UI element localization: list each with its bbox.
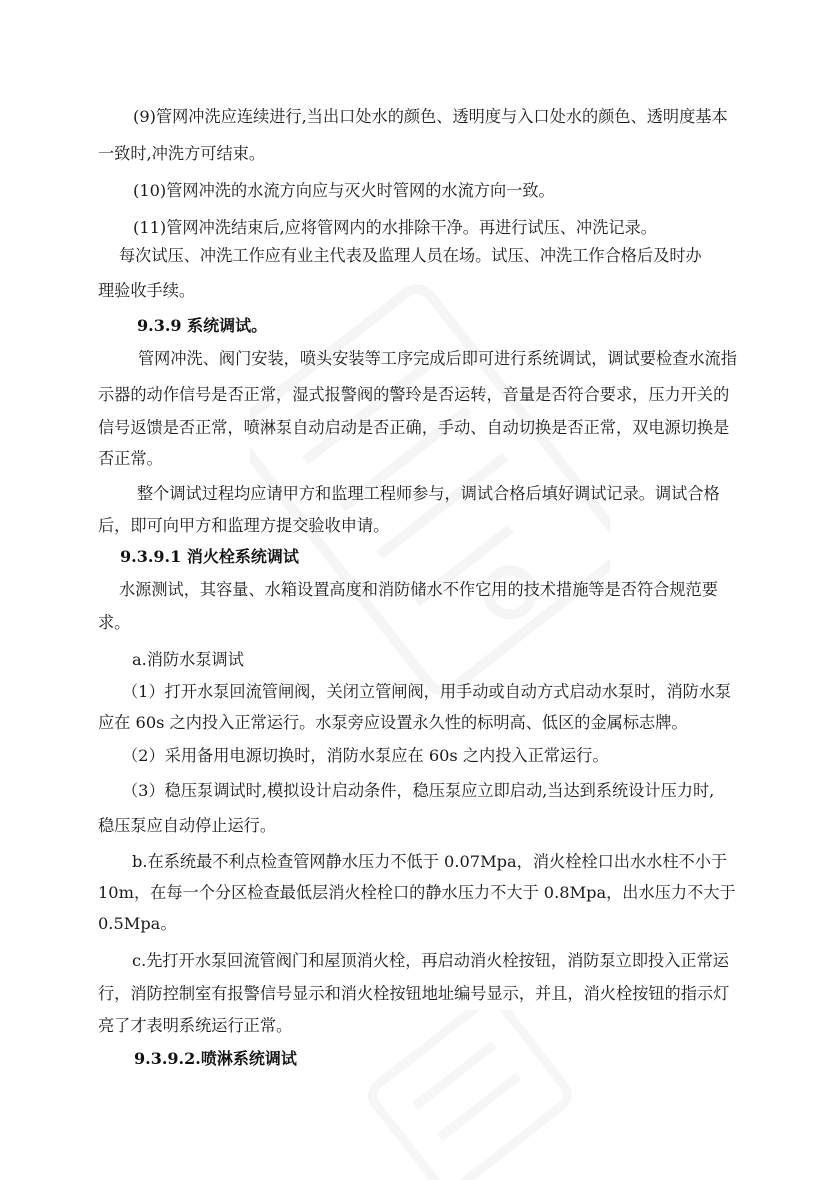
section-heading-9-3-9-2: 9.3.9.2.喷淋系统调试 xyxy=(134,1049,297,1068)
paragraph-system-debug-line4: 否正常。 xyxy=(98,449,163,468)
list-item-a-label: a.消防水泵调试 xyxy=(132,650,244,669)
list-item-b-line2: 10m，在每一个分区检查最低层消火栓栓口的静水压力不大于 0.8Mpa，出水压力不大于 xyxy=(98,883,736,902)
paragraph-item-9-line2: 一致时,冲洗方可结束。 xyxy=(98,144,266,163)
paragraph-inspection-line2: 理验收手续。 xyxy=(98,281,196,300)
list-item-c-line2: 行，消防控制室有报警信号显示和消火栓按钮地址编号显示，并且，消火栓按钮的指示灯 xyxy=(98,984,730,1003)
list-item-a1-line1: （1）打开水泵回流管闸阀，关闭立管闸阀，用手动或自动方式启动水泵时，消防水泵 xyxy=(122,682,732,701)
paragraph-item-11: (11)管网冲洗结束后,应将管网内的水排除干净。再进行试压、冲洗记录。 xyxy=(133,218,657,237)
section-heading-9-3-9: 9.3.9 系统调试。 xyxy=(137,316,268,335)
paragraph-item-9-line1: (9)管网冲洗应连续进行,当出口处水的颜色、透明度与入口处水的颜色、透明度基本 xyxy=(133,107,728,126)
list-item-b-line1: b.在系统最不利点检查管网静水压力不低于 0.07Mpa，消火栓栓口出水水柱不小于 xyxy=(132,852,728,871)
list-item-c-line1: c.先打开水泵回流管阀门和屋顶消火栓，再启动消火栓按钮，消防泵立即投入正常运 xyxy=(132,951,729,970)
list-item-c-line3: 亮了才表明系统运行正常。 xyxy=(98,1016,293,1035)
list-item-a3-line1: （3）稳压泵调试时,模拟设计启动条件，稳压泵应立即启动,当达到系统设计压力时, xyxy=(122,781,715,800)
paragraph-system-debug-line2: 示器的动作信号是否正常，湿式报警阀的警玲是否运转，音量是否符合要求，压力开关的 xyxy=(98,385,730,404)
watermark-icon xyxy=(360,1010,580,1180)
list-item-a2: （2）采用备用电源切换时，消防水泵应在 60s 之内投入正常运行。 xyxy=(122,746,609,765)
list-item-a3-line2: 稳压泵应自动停止运行。 xyxy=(98,816,277,835)
paragraph-item-10: (10)管网冲洗的水流方向应与灭火时管网的水流方向一致。 xyxy=(133,181,555,200)
paragraph-water-source-line1: 水源测试，其容量、水箱设置高度和消防储水不作它用的技术措施等是否符合规范要 xyxy=(119,580,718,599)
paragraph-system-debug-line1: 管网冲洗、阀门安装，喷头安装等工序完成后即可进行系统调试，调试要检查水流指 xyxy=(138,349,737,368)
section-heading-9-3-9-1: 9.3.9.1 消火栓系统调试 xyxy=(120,547,299,566)
paragraph-inspection-line1: 每次试压、冲洗工作应有业主代表及监理人员在场。试压、冲洗工作合格后及时办 xyxy=(119,246,702,265)
paragraph-water-source-line2: 求。 xyxy=(98,613,131,632)
list-item-b-line3: 0.5Mpa。 xyxy=(98,914,177,933)
paragraph-debug-process-line2: 后，即可向甲方和监理方提交验收申请。 xyxy=(98,516,390,535)
paragraph-debug-process-line1: 整个调试过程均应请甲方和监理工程师参与，调试合格后填好调试记录。调试合格 xyxy=(137,484,720,503)
list-item-a1-line2: 应在 60s 之内投入正常运行。水泵旁应设置永久性的标明高、低区的金属标志牌。 xyxy=(98,713,688,732)
paragraph-system-debug-line3: 信号返馈是否正常，喷淋泵自动启动是否正确，手动、自动切换是否正常，双电源切换是 xyxy=(98,418,730,437)
